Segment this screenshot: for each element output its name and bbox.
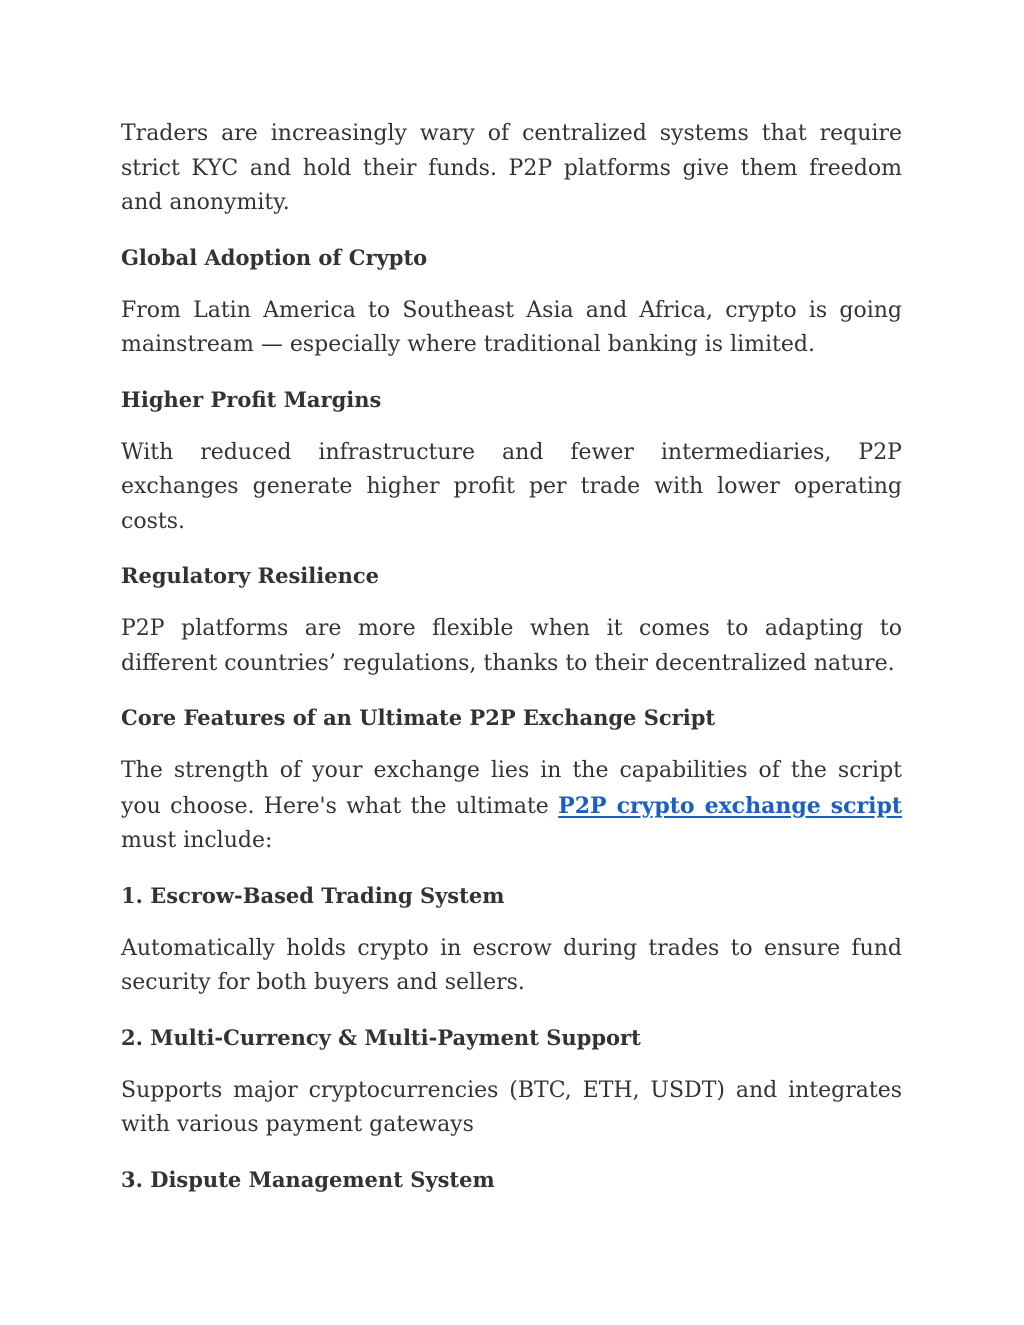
p2p-crypto-exchange-script-link[interactable]: P2P crypto exchange script xyxy=(558,792,902,819)
heading-escrow-trading: 1. Escrow-Based Trading System xyxy=(121,882,505,908)
intro-paragraph: Traders are increasingly wary of centralized systems that require strict KYC and hold their funds. P2P platforms give them freedom and anonymity. xyxy=(121,121,902,215)
heading-regulatory-resilience: Regulatory Resilience xyxy=(121,563,379,588)
paragraph-core-features xyxy=(121,754,902,859)
document-page xyxy=(121,117,902,1195)
core-features-text-before-link: The strength of your exchange lies in the capabilities of the script you choose. Here's what the ultimate xyxy=(121,758,902,819)
heading-dispute-management: 3. Dispute Management System xyxy=(121,1166,495,1192)
paragraph-multi-currency: Supports major cryptocurrencies (BTC, ETH, USDT) and integrates with various payment gateways xyxy=(121,1077,902,1137)
paragraph-escrow-trading: Automatically holds crypto in escrow during trades to ensure fund security for both buyers and sellers. xyxy=(121,935,902,995)
paragraph-regulatory-resilience: P2P platforms are more flexible when it comes to adapting to different countries’ regulations, thanks to their decentralized nature. xyxy=(121,616,902,676)
core-features-text-after-link: must include: xyxy=(121,828,273,853)
paragraph-profit-margins: With reduced infrastructure and fewer intermediaries, P2P exchanges generate higher profit per trade with lower operating costs. xyxy=(121,439,902,534)
paragraph-global-adoption: From Latin America to Southeast Asia and Africa, crypto is going mainstream — especially where traditional banking is limited. xyxy=(121,297,902,357)
heading-global-adoption: Global Adoption of Crypto xyxy=(121,244,428,270)
heading-core-features: Core Features of an Ultimate P2P Exchange Script xyxy=(121,705,716,730)
heading-profit-margins: Higher Profit Margins xyxy=(121,386,382,412)
heading-multi-currency: 2. Multi-Currency & Multi-Payment Support xyxy=(121,1024,641,1050)
